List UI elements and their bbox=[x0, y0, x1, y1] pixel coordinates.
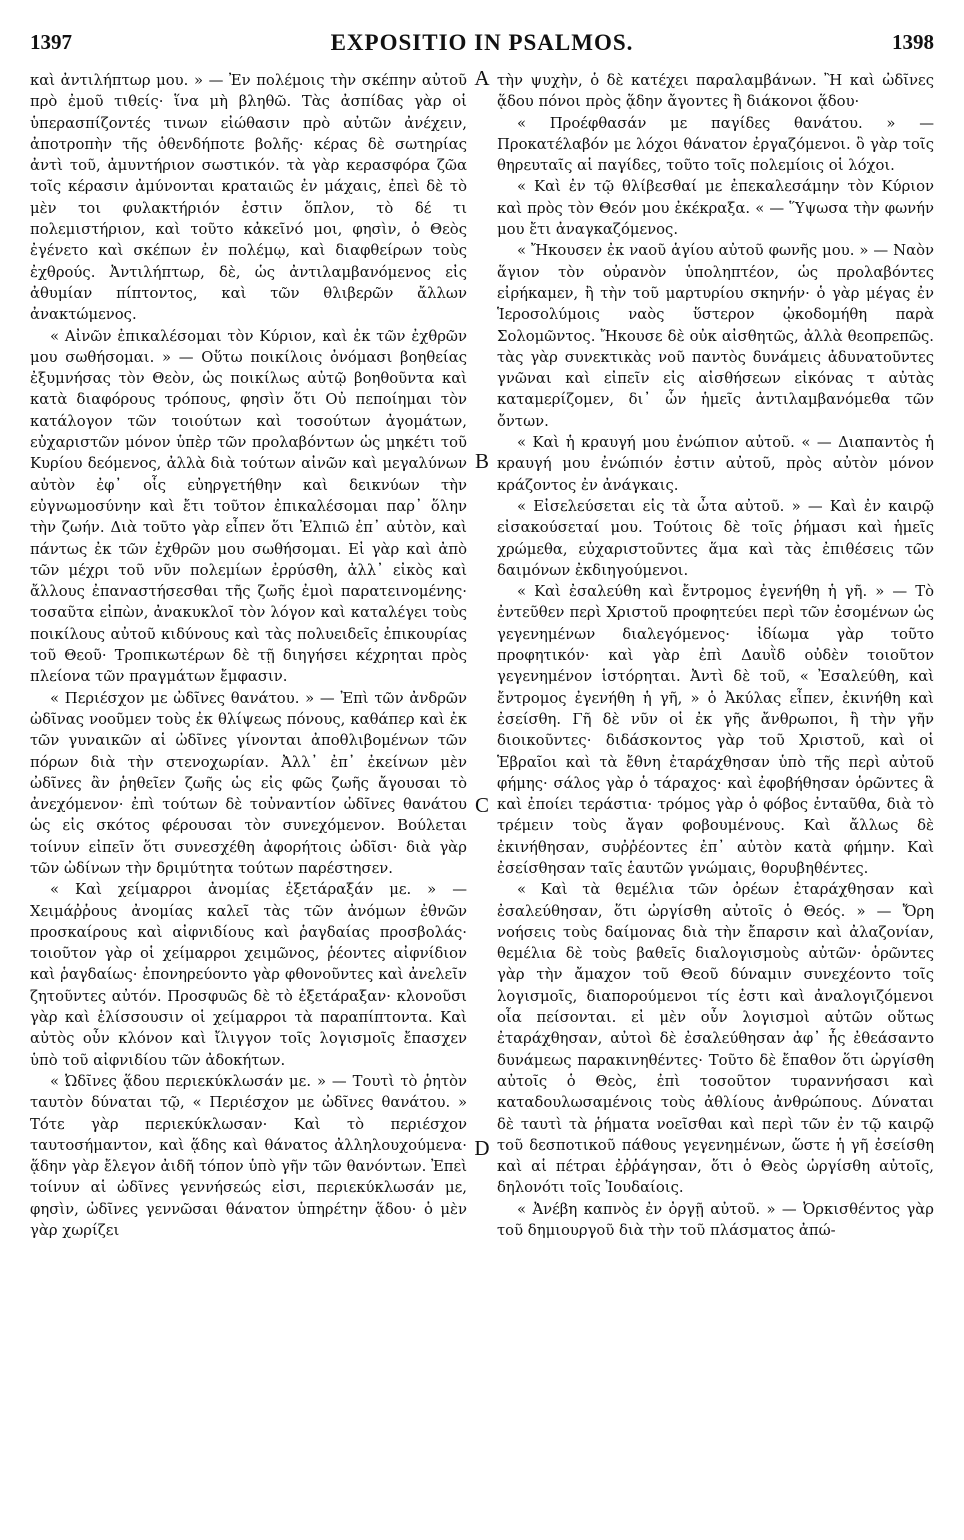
paragraph: « Εἰσελεύσεται εἰς τὰ ὦτα αὐτοῦ. » — Καὶ ἐν καιρῷ εἰσακούσεταί μου. Τούτοις δὲ τοῖς ῥήμασι καὶ ἡμεῖς χρώμεθα, εὐχαριστοῦντες ἅμα καὶ τὰς ἐπιθέσεις τῶν δαιμόνων ἐκδιηγούμενοι. bbox=[497, 497, 934, 579]
paragraph: « Καὶ ἡ κραυγή μου ἐνώπιον αὐτοῦ. « — Διαπαντὸς ἡ κραυγή μου ἐνώπιόν ἐστιν αὐτοῦ, πρὸς αὐτὸν μόνον κράζοντος ἐν ἀνάγκαις. bbox=[497, 434, 934, 494]
left-column bbox=[30, 70, 467, 1515]
paragraph: « Καὶ χείμαρροι ἀνομίας ἐξετάραξάν με. » — Χειμάῤῥους ἀνομίας καλεῖ τὰς τῶν ἀνόμων ἐθνῶν προσκαίρους καὶ αἰφνιδίους καὶ ῥαγδαίας προσβολάς· τοιοῦτον γὰρ οἱ χείμαρροι χειμῶνος, ῥέοντες αἰφνίδιον καὶ ῥαγδαίως· ἐπονηρεύοντο γὰρ φθονοῦντες καὶ ἀνελεῖν ζητοῦντες αὐτόν. Προσφυῶς δὲ τὸ ἐξετάραξαν· κλονοῦσι γὰρ καὶ ἑλίσσουσιν οἱ χείμαρροι τὰ παραπίπτοντα. Καὶ αὐτὸς οὖν κλόνον καὶ ἴλιγγον τοῖς λογισμοῖς ἔπασχεν ὑπὸ τοῦ αἰφνιδίου τῶν ἀδοκήτων. bbox=[30, 881, 467, 1069]
paragraph: « Ἤκουσεν ἐκ ναοῦ ἁγίου αὐτοῦ φωνῆς μου. » — Ναὸν ἅγιον τὸν οὐρανὸν ὑποληπτέον, ὡς προλαβόντες εἰρήκαμεν, ἢ τὴν τοῦ μαρτυρίου σκηνήν· ὁ γὰρ μέγας ἐν Ἱεροσολύμοις ναὸς ὕστερον ᾠκοδομήθη παρὰ Σολομῶντος. Ἤκουσε δὲ οὐκ αἰσθητῶς, ἀλλὰ θεοπρεπῶς. τὰς γὰρ συνεκτικὰς νοῦ παντὸς δυνάμεις ἀδυνατοῦντες γνῶναι καὶ εἰπεῖν εἰς αἰσθήσεων εἰκόνας τ αὐτὰς καταμερίζομεν, δι᾽ ὧν ἡμεῖς ἀντιλαμβανόμεθα τῶν ὄντων. bbox=[497, 242, 934, 430]
paragraph: « Ὠδῖνες ᾅδου περιεκύκλωσάν με. » — Τουτὶ τὸ ῥητὸν ταυτὸν δύναται τῷ, « Περιέσχον με ὠδῖνες θανάτου. » Τότε γὰρ περιεκύκλωσαν· Καὶ τὸ περιέσχον ταυτοσήμαντον, καὶ ᾅδης καὶ θάνατος ἀλληλουχούμενα· ᾅδην γὰρ ἔλεγον ἀιδῆ τόπον ὑπὸ γῆν τῶν θανόντων. Ἐπεὶ τοίνυν αἱ ὠδῖνες γεννήσεώς εἰσι, περιεκύκλωσάν με, φησὶν, ὠδῖνες γεννῶσαι θάνατον ὑπηρέτην ᾅδου· ὁ μὲν γὰρ χωρίζει bbox=[30, 1072, 467, 1240]
right-column bbox=[497, 70, 934, 1515]
paragraph: « Περιέσχον με ὠδῖνες θανάτου. » — Ἐπὶ τῶν ἀνδρῶν ὠδῖνας νοοῦμεν τοὺς ἐκ θλίψεως πόνους, καθάπερ καὶ ἐκ τῶν γυναικῶν αἱ ὠδῖνες γίνονται ἀποθλιβομένων τῶν πόρων διὰ τὴν στενοχωρίαν. Ἀλλ᾽ ἐπ᾽ ἐκείνων μὲν ὠδῖνες ἂν ῥηθεῖεν ζωῆς ὡς εἰς φῶς ζωῆς ἄγουσαι τὸ ἀνεχόμενον· ἐπὶ τούτων δὲ τοὐναντίον ὠδῖνες θανάτου ὡς εἰς σκότος φέρουσαι τὸν συνεχόμενον. Βούλεται τοίνυν εἰπεῖν ὅτι συνεσχέθη ἀφορήτοις ὠδῖσι· διὰ γὰρ τῶν ὠδίνων τὴν δριμύτητα τούτων παρέστησεν. bbox=[30, 689, 467, 877]
margin-marker-a: A bbox=[474, 66, 490, 90]
margin-marker-c: C bbox=[474, 793, 489, 817]
paragraph: « Καὶ τὰ θεμέλια τῶν ὀρέων ἐταράχθησαν καὶ ἐσαλεύθησαν, ὅτι ὠργίσθη αὐτοῖς ὁ Θεός. » — Ὄρη νοήσεις τοὺς δαίμονας διὰ τὴν ἔπαρσιν καὶ ἀλαζονίαν, θεμέλια δὲ τοὺς βαθεῖς διαλογισμοὺς αὐτῶν· ὁρῶντες γὰρ τὴν ἄμαχον τοῦ Θεοῦ δύναμιν συνεχέοντο τοῖς λογισμοῖς, διαπορούμενοι τίς ἐστι καὶ ἀναλογιζόμενοι οἷα πείσονται. εἰ μὲν οὖν λογισμοὶ αὐτῶν οὕτως ἐταράχθησαν, αὐτοὶ δὲ ἐσαλεύθησαν ἀφ᾽ ἧς ἐθεάσαντο δυνάμεως παρακινηθέντες· Τοῦτο δὲ ἔπαθον ὅτι ὠργίσθη αὐτοῖς ὁ Θεὸς, ἐπὶ τοσοῦτον τυραννήσασι καὶ καταδουλωσαμένοις τοὺς ἀθλίους ἀνθρώπους. Δύναται δὲ ταυτὶ τὰ ῥήματα νοεῖσθαι καὶ περὶ τῶν ἐν τῷ καιρῷ τοῦ δεσποτικοῦ πάθους γεγενημένων, ὥστε ἡ γῆ ἐσείσθη καὶ αἱ πέτραι ἐῤῥάγησαν, ὅτι ὁ Θεὸς ὠργίσθη αὐτοῖς, δηλονότι τοῖς Ἰουδαίοις. bbox=[497, 881, 934, 1197]
page-header bbox=[30, 30, 934, 70]
page-number-right: 1398 bbox=[892, 30, 934, 54]
paragraph: τὴν ψυχὴν, ὁ δὲ κατέχει παραλαμβάνων. Ἢ καὶ ὠδῖνες ᾅδου πόνοι πρὸς ᾅδην ἄγοντες ἢ διάκονοι ᾅδου· bbox=[497, 72, 934, 111]
page-number-left: 1397 bbox=[30, 30, 72, 54]
paragraph: « Ἀνέβη καπνὸς ἐν ὀργῇ αὐτοῦ. » — Ὀρκισθέντος γὰρ τοῦ δημιουργοῦ διὰ τὴν τοῦ πλάσματος ἀπώ- bbox=[497, 1200, 934, 1240]
paragraph: « Αἰνῶν ἐπικαλέσομαι τὸν Κύριον, καὶ ἐκ τῶν ἐχθρῶν μου σωθήσομαι. » — Οὕτω ποικίλοις ὀνόμασι βοηθείας ἐξυμνήσας τὸν Θεὸν, ὡς ποικίλως αὐτῷ βοηθοῦντα καὶ κατὰ διαφόρους τρόπους, φησὶν ὅτι Οὐ πεποίημαι τὸν κατάλογον τῶν τοιούτων καὶ τοσούτων ἀγομάτων, εὐχαριστῶν μόνον ὑπὲρ τῶν προλαβόντων ὡς μηκέτι τοῦ Κυρίου δεόμενος, ἀλλὰ διὰ τούτων αἰνῶν καὶ μεγαλύνων αὐτὸν ἐφ᾽ οἷς εὐηργετήθην καὶ δεικνύων τὴν εὐγνωμοσύνην καὶ ἔτι τοῦτον ἐπικαλέσομαι παρ᾽ ὅλην τὴν ζωήν. Διὰ τοῦτο γὰρ εἶπεν ὅτι Ἐλπιῶ ἐπ᾽ αὐτὸν, καὶ πάντως ἐκ τῶν ἐχθρῶν μου σωθήσομαι. Εἰ γὰρ καὶ ἀπὸ τῶν μέχρι τοῦ νῦν πολεμίων ἐρρύσθη, ἀλλ᾽ εἰκὸς καὶ ἄλλους ἐπαναστήσεσθαι τῆς ζωῆς ἐμοὶ παρατεινομένης· τοσαῦτα εἰπὼν, ἀνακυκλοῖ τὸν λόγον καὶ καταλέγει τοὺς ποικίλους αὐτοῦ κιδύνους καὶ τὰς πολυειδεῖς ἐπικουρίας τοῦ Θεοῦ· Τροπικωτέρων δὲ τῇ διηγήσει κέχρηται πρὸς πλείονα τῶν πραγμάτων ἔμφασιν. bbox=[30, 327, 467, 686]
margin-marker-d: D bbox=[474, 1136, 490, 1160]
paragraph: « Προέφθασάν με παγίδες θανάτου. » — Προκατέλαβόν με λόχοι θάνατον ἐργαζόμενοι. ὃ γὰρ τοῖς θηρευταῖς αἱ παγίδες, τοῦτο τοῖς πολεμίοις οἱ λόχοι. bbox=[497, 114, 934, 175]
paragraph: καὶ ἀντιλήπτωρ μου. » — Ἐν πολέμοις τὴν σκέπην αὐτοῦ πρὸ ἐμοῦ τιθείς· ἵνα μὴ βληθῶ. Τὰς ἀσπίδας γὰρ οἱ ὑπερασπίζοντές τινων εἰώθασιν πρὸ αὐτῶν ἀνέχειν, ἀποτροπὴν τῆς ὁθενδήποτε βολῆς· κέρας δὲ σωτηρίας ἀντὶ τοῦ, ἀμυντήριον σωστικόν. τὰ γὰρ κερασφόρα ζῶα τοῖς κέρασιν ἀμύνονται κραταιῶς ἐν μάχαις, ἐπεὶ δὲ τὸ μὲν τοι φυλακτήριόν ἐστιν ὅπλον, τὸ δέ τι πολεμιστήριον, καὶ τοῦτο κἀκεῖνό μοι, φησὶν, ὁ Θεὸς ἐγένετο καὶ σκέπων ἐν πολέμῳ, καὶ διαφθείρων τοὺς ἐχθρούς. Ἀντιλήπτωρ, δὲ, ὡς ἀντιλαμβανόμενος εἰς ἀθυμίαν πίπτοντος, καὶ τῶν θλιβερῶν ἄλλων ἀνακτώμενος. bbox=[30, 72, 467, 324]
paragraph: « Καὶ ἐν τῷ θλίβεσθαί με ἐπεκαλεσάμην τὸν Κύριον καὶ πρὸς τὸν Θεόν μου ἐκέκραξα. « — Ὕψωσα τὴν φωνήν μου ἔτι ἀναγκαζόμενος. bbox=[497, 178, 934, 239]
running-title: EXPOSITIO IN PSALMOS. bbox=[330, 30, 634, 55]
margin-marker-b: B bbox=[474, 449, 489, 473]
paragraph: « Καὶ ἐσαλεύθη καὶ ἔντρομος ἐγενήθη ἡ γῆ. » — Τὸ ἐντεῦθεν περὶ Χριστοῦ προφητεύει περὶ τῶν ἐσομένων ὡς γεγενημένων διαλεγόμενος· ἰδίωμα γὰρ τοῦτο προφητικόν· καὶ γὰρ ἐπὶ Δαυῒδ οὐδὲν τοιοῦτον γεγενημένον ἱστόρηται. Ἀντὶ δὲ τοῦ, « Ἐσαλεύθη, καὶ ἔντρομος ἐγενήθη ἡ γῆ, » ὁ Ἀκύλας εἶπεν, ἐκινήθη καὶ ἐσείσθη. Γῆ δὲ νῦν οἱ ἐκ γῆς ἄνθρωποι, ἢ τὴν γῆν διοικοῦντες· διδάσκοντος γὰρ τοῦ Χριστοῦ, καὶ οἱ Ἑβραῖοι καὶ τὰ ἔθνη ἐταράχθησαν ὑπὸ τῆς περὶ αὐτοῦ φήμης· σάλος γὰρ ὁ τάραχος· καὶ ἐφοβήθησαν ὁρῶντες ἃ καὶ ἐποίει τεράστια· τρόμος γὰρ ὁ φόβος ἐνταῦθα, διὰ τὸ τρέμειν τοὺς ἄγαν φοβουμένους. Καὶ ἄλλως δὲ ἐκινήθησαν, συῤῥέοντες ἐπ᾽ αὐτὸν κατὰ φήμην. Καὶ ἐσείσθησαν ταῖς ἑαυτῶν γνώμαις, θορυβηθέντες. bbox=[497, 583, 934, 877]
